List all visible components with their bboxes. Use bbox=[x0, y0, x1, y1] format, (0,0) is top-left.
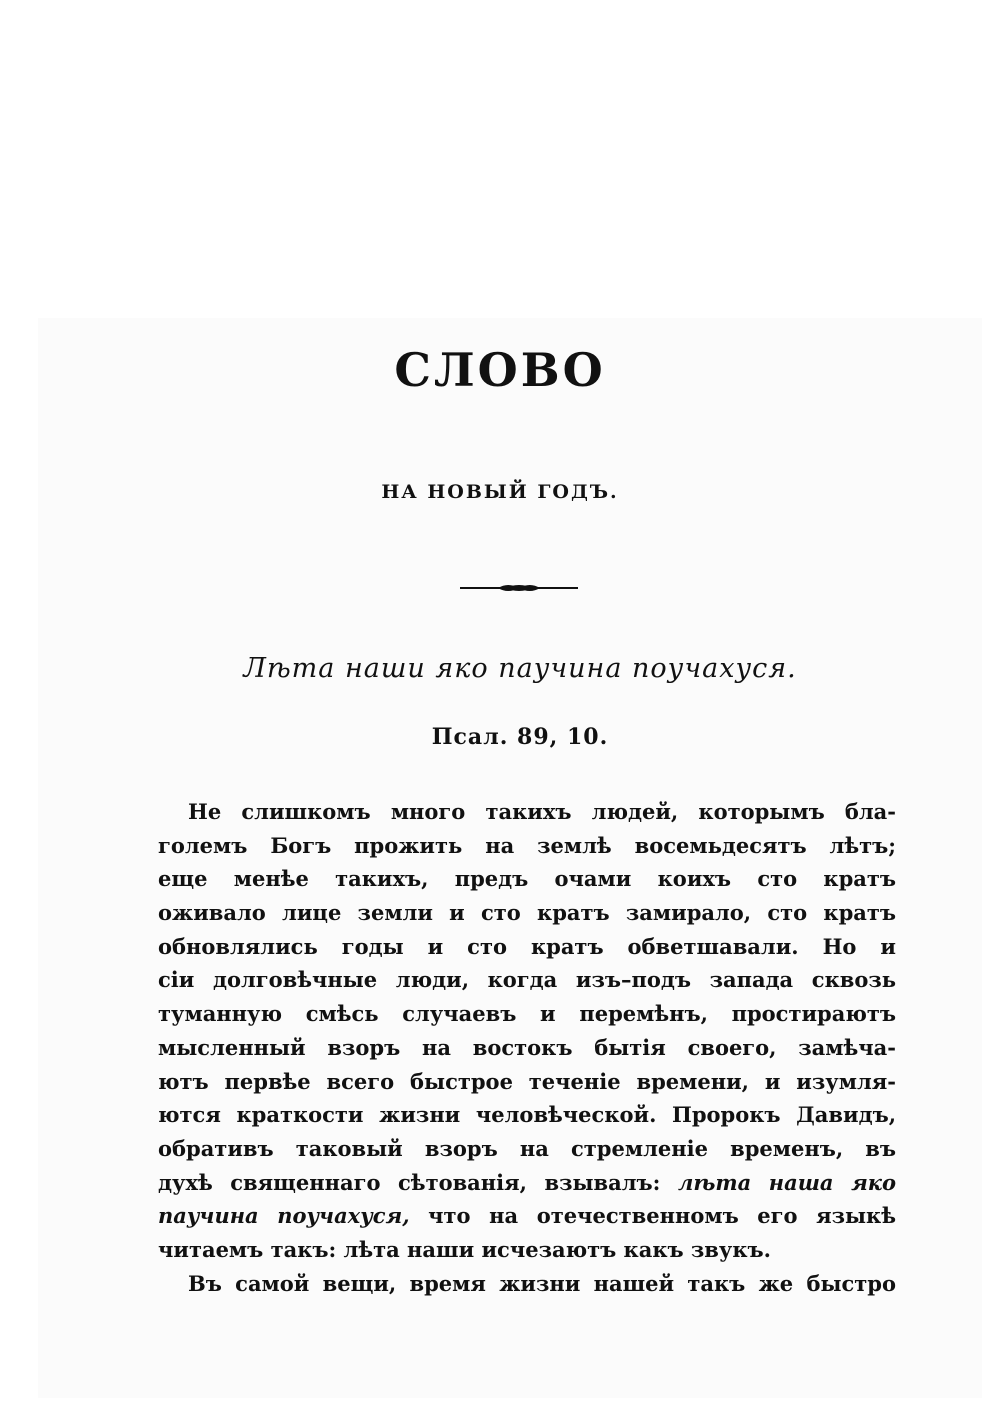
quote-run: лѣта наша яко bbox=[677, 1169, 896, 1195]
quote-run: паучина поучахуся, bbox=[158, 1203, 410, 1229]
text-line: ютъ первѣе всего быстрое теченiе времени, и изумля- bbox=[158, 1068, 896, 1094]
text-line: Не слишкомъ много такихъ людей, которымъ бла- bbox=[188, 799, 896, 824]
page-title: СЛОВО bbox=[394, 343, 606, 397]
text-line: големъ Богъ прожить на землѣ восемьдесятъ лѣтъ; bbox=[158, 832, 896, 858]
text-line: мысленный взоръ на востокъ бытiя своего, замѣча- bbox=[158, 1034, 896, 1060]
page-subtitle: НА НОВЫЙ ГОДЪ. bbox=[381, 481, 619, 503]
text-line bbox=[158, 1199, 896, 1233]
text-line: туманную смѣсь случаевъ и перемѣнъ, простираютъ bbox=[158, 1001, 896, 1027]
text-line bbox=[158, 1166, 896, 1200]
text-line: читаемъ такъ: лѣта наши исчезаютъ какъ звукъ. bbox=[158, 1236, 771, 1262]
text-line: оживало лице земли и сто кратъ замирало, сто кратъ bbox=[158, 900, 896, 926]
text-line: сiи долговѣчные люди, когда изъ–подъ запада сквозь bbox=[158, 967, 896, 993]
text-line: обновлялись годы и сто кратъ обветшавали. Но и bbox=[158, 933, 896, 959]
text-line: ются краткости жизни человѣческой. Пророкъ Давидъ, bbox=[158, 1102, 896, 1128]
text-run: что на отечественномъ его языкѣ bbox=[428, 1203, 896, 1229]
text-run: духѣ священнаго сѣтованiя, взывалъ: bbox=[158, 1169, 661, 1195]
epigraph-text: Лѣта наши яко паучина поучахуся. bbox=[243, 653, 797, 684]
text-line: Въ самой вещи, время жизни нашей такъ же быстро bbox=[188, 1270, 896, 1296]
body-text bbox=[158, 795, 896, 1300]
epigraph-citation: Псал. 89, 10. bbox=[431, 724, 609, 750]
text-line: еще менѣе такихъ, предъ очами коихъ сто кратъ bbox=[158, 866, 896, 892]
ornament-divider-icon bbox=[458, 580, 580, 596]
text-line: обративъ таковый взоръ на стремленiе временъ, въ bbox=[158, 1135, 896, 1161]
